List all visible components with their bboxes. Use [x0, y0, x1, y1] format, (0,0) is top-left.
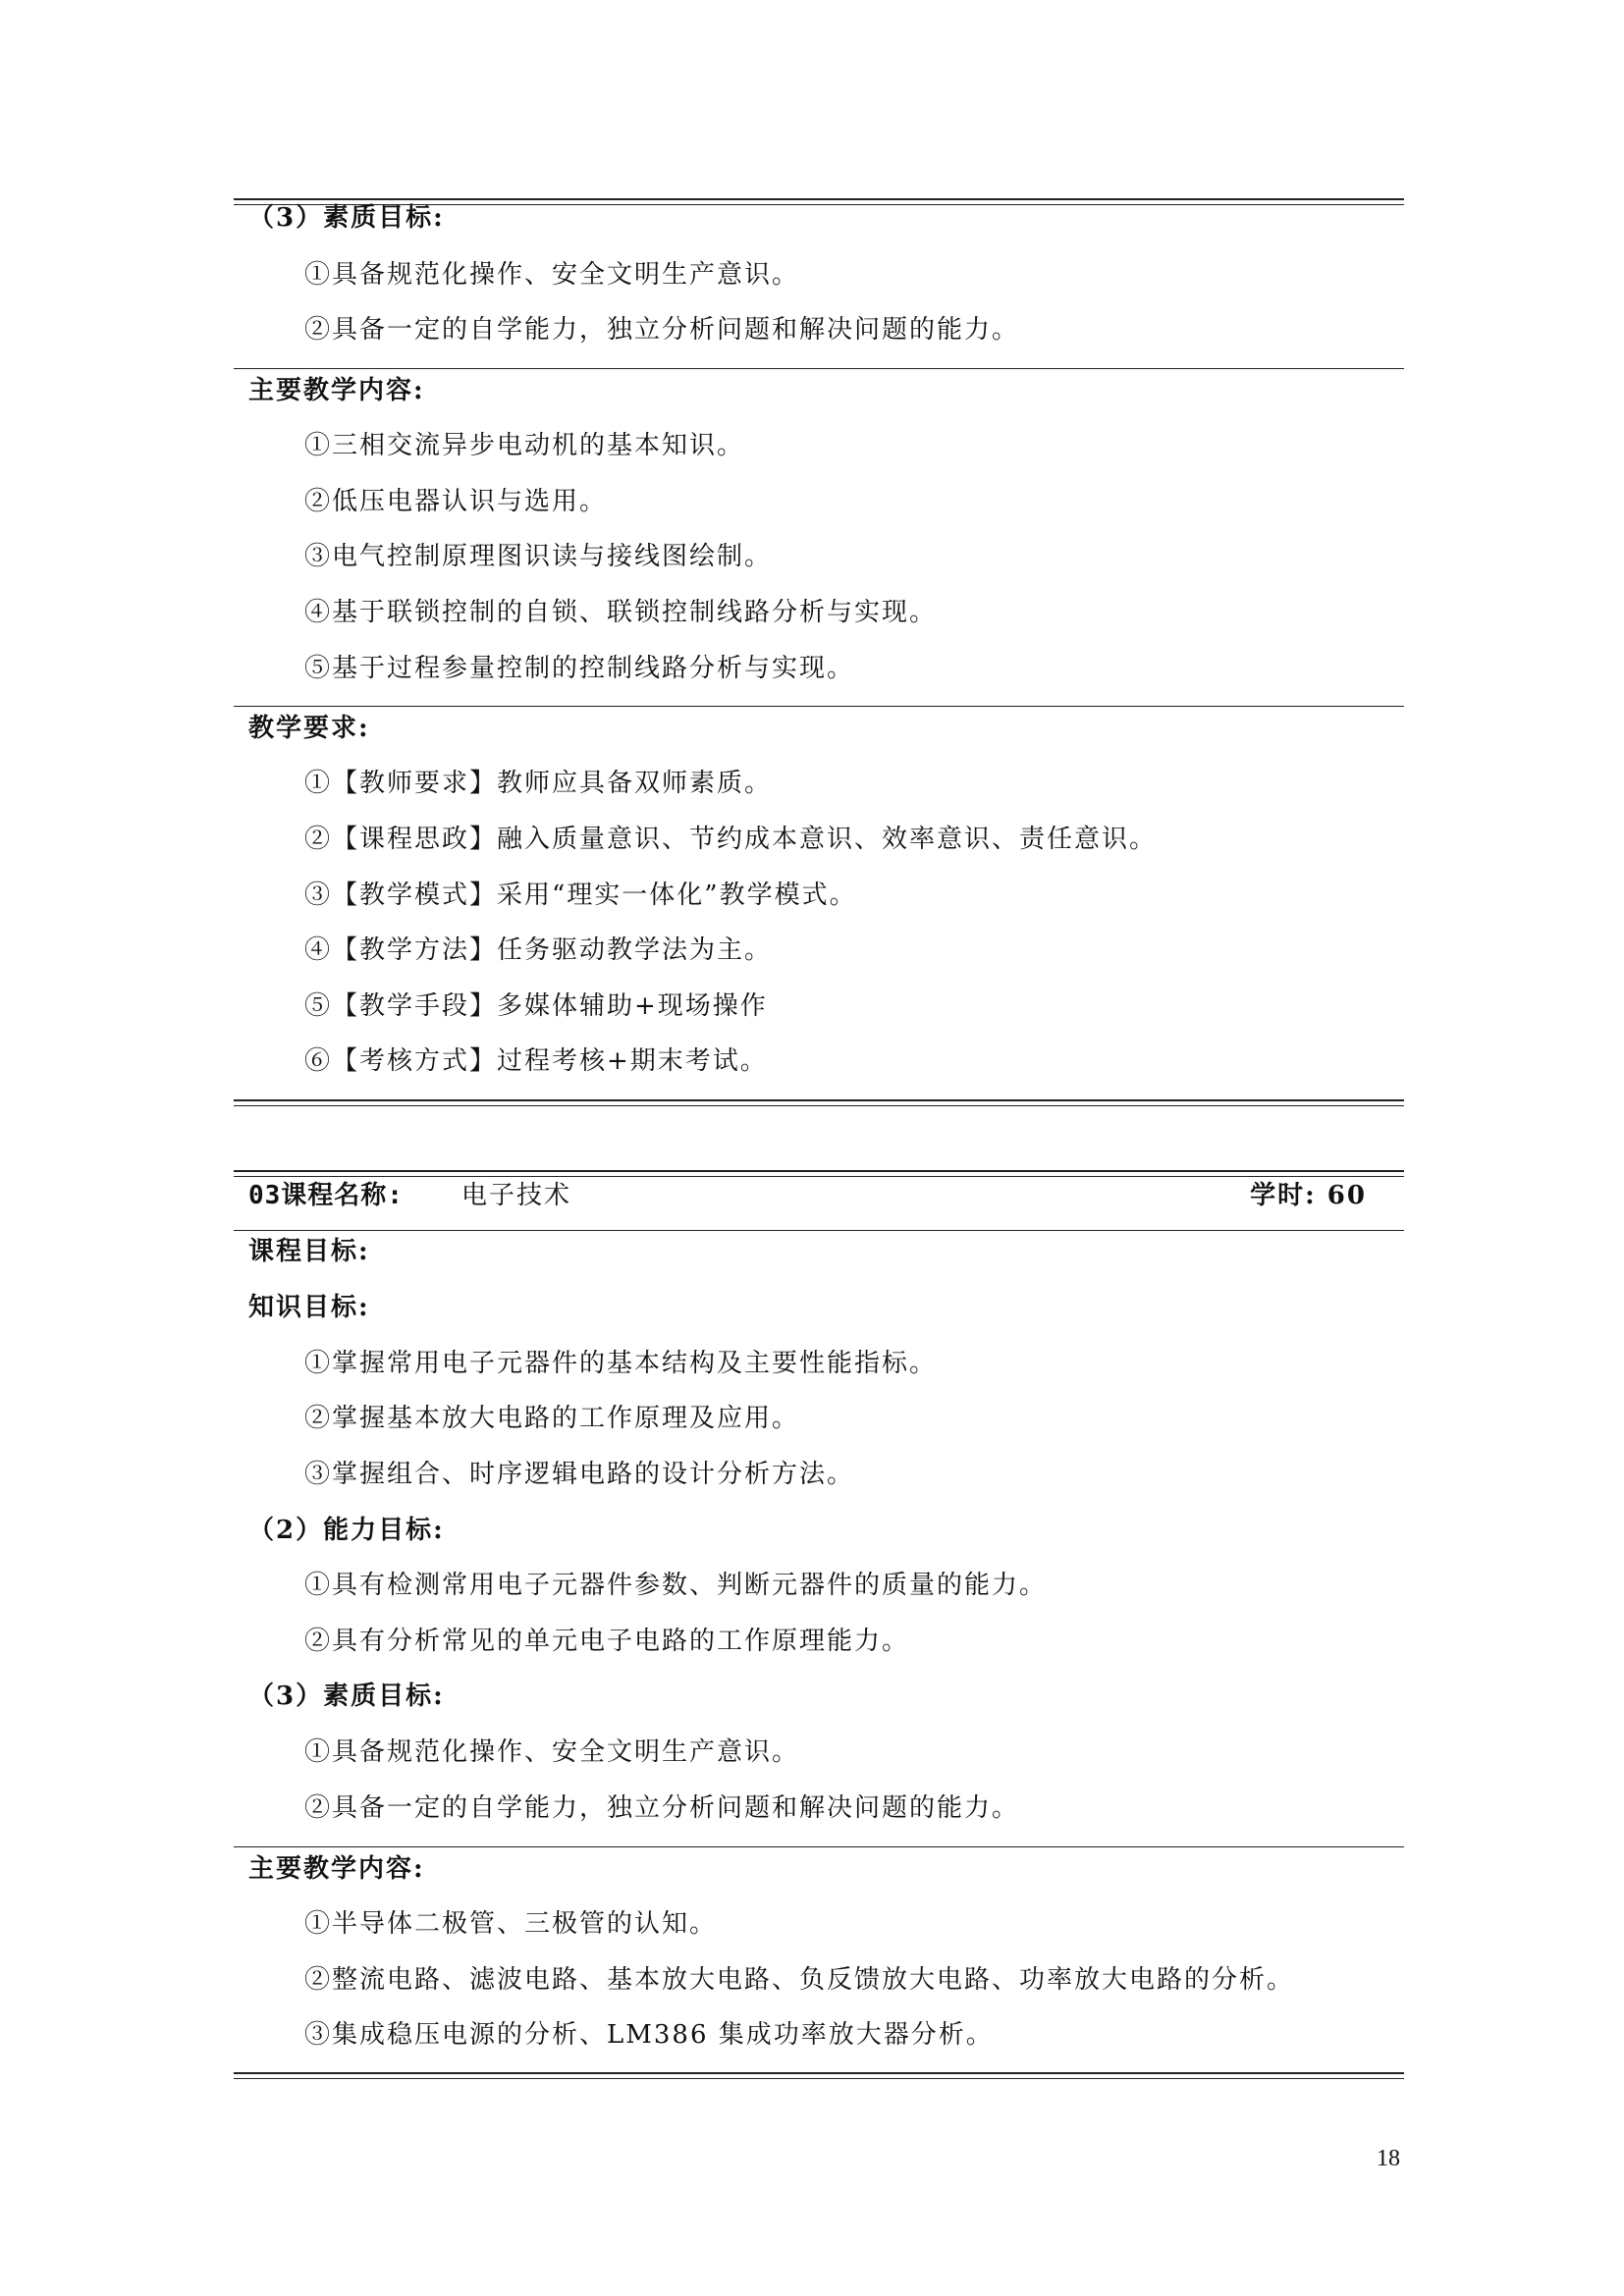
knowledge-item: ①掌握常用电子元器件的基本结构及主要性能指标。: [304, 1349, 938, 1378]
requirement-item: ①【教师要求】教师应具备双师素质。: [304, 769, 773, 798]
quality-item: ②具备一定的自学能力，独立分析问题和解决问题的能力。: [304, 315, 1020, 345]
requirement-item: ③【教学模式】采用“理实一体化”教学模式。: [304, 881, 857, 910]
ability-item: ②具有分析常见的单元电子电路的工作原理能力。: [304, 1627, 910, 1656]
table-rule: [234, 1170, 1404, 1177]
ability-item: ①具有检测常用电子元器件参数、判断元器件的质量的能力。: [304, 1571, 1048, 1600]
content-item: ①半导体二极管、三极管的认知。: [304, 1909, 718, 1939]
quality-item: ②具备一定的自学能力，独立分析问题和解决问题的能力。: [304, 1793, 1020, 1823]
content-item: ②低压电器认识与选用。: [304, 487, 608, 516]
page-number: 18: [1377, 2146, 1400, 2171]
requirements-heading: 教学要求:: [248, 714, 370, 743]
course-hours: 学时: 60: [1250, 1181, 1367, 1210]
table-rule: [234, 706, 1404, 707]
requirement-item: ⑥【考核方式】过程考核+期末考试。: [304, 1046, 768, 1076]
requirement-item: ②【课程思政】融入质量意识、节约成本意识、效率意识、责任意识。: [304, 825, 1158, 854]
content-item: ④基于联锁控制的自锁、联锁控制线路分析与实现。: [304, 598, 938, 627]
content-item: ③电气控制原理图识读与接线图绘制。: [304, 542, 773, 571]
knowledge-goals-heading: 知识目标:: [248, 1293, 370, 1322]
table-rule: [234, 1099, 1404, 1106]
course-name: 电子技术: [461, 1181, 572, 1210]
requirement-item: ⑤【教学手段】多媒体辅助+现场操作: [304, 991, 768, 1021]
content-heading: 主要教学内容:: [248, 376, 425, 405]
table-rule: [234, 2072, 1404, 2079]
requirement-item: ④【教学方法】任务驱动教学法为主。: [304, 935, 773, 965]
quality-item: ①具备规范化操作、安全文明生产意识。: [304, 1737, 800, 1767]
ability-goals-heading: （2）能力目标:: [248, 1516, 445, 1545]
table-rule: [234, 1846, 1404, 1847]
content-heading: 主要教学内容:: [248, 1854, 425, 1884]
course-goals-heading: 课程目标:: [248, 1237, 370, 1266]
quality-item: ①具备规范化操作、安全文明生产意识。: [304, 260, 800, 290]
content-item: ①三相交流异步电动机的基本知识。: [304, 431, 745, 460]
table-rule: [234, 368, 1404, 369]
content-item: ②整流电路、滤波电路、基本放大电路、负反馈放大电路、功率放大电路的分析。: [304, 1965, 1295, 1995]
knowledge-item: ②掌握基本放大电路的工作原理及应用。: [304, 1404, 800, 1433]
content-item: ⑤基于过程参量控制的控制线路分析与实现。: [304, 654, 855, 683]
table-rule: [234, 1230, 1404, 1231]
quality-goals-heading: （3）素质目标:: [248, 203, 445, 233]
knowledge-item: ③掌握组合、时序逻辑电路的设计分析方法。: [304, 1460, 855, 1489]
quality-goals-heading: （3）素质目标:: [248, 1682, 445, 1711]
content-item: ③集成稳压电源的分析、LM386 集成功率放大器分析。: [304, 2020, 994, 2050]
course-label: 03课程名称:: [248, 1181, 404, 1210]
